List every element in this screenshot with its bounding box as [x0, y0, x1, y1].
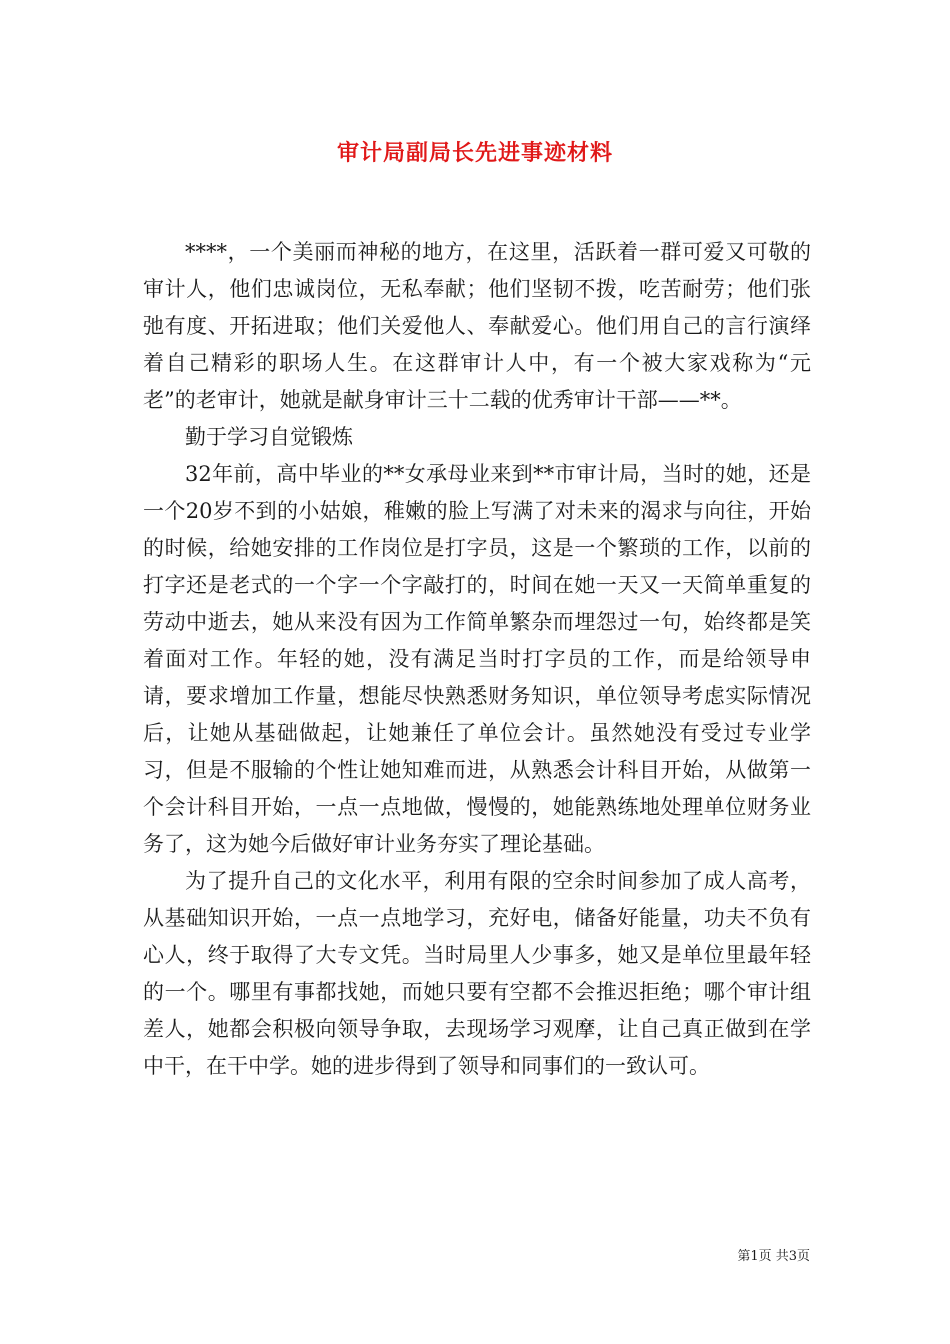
intro-paragraph: ****，一个美丽而神秘的地方，在这里，活跃着一群可爱又可敬的审计人，他们忠诚岗位，无私奉献；他们坚韧不拨，吃苦耐劳；他们张弛有度、开拓进取；他们关爱他人、奉献爱心。他们用自己的言行演绎着自己精彩的职场人生。在这群审计人中，有一个被大家戏称为“元老”的老审计，她就是献身审计三十二载的优秀审计干部——**。: [143, 240, 811, 412]
page-number-footer: 第1页 共3页: [737, 1249, 810, 1264]
body-paragraph: 32年前，高中毕业的**女承母业来到**市审计局，当时的她，还是一个20岁不到的小姑娘，稚嫩的脸上写满了对未来的渴求与向往，开始的时候，给她安排的工作岗位是打字员，这是一个繁琐的工作，以前的打字还是老式的一个字一个字敲打的，时间在她一天又一天简单重复的劳动中逝去，她从来没有因为工作简单繁杂而埋怨过一句，始终都是笑着面对工作。年轻的她，没有满足当时打字员的工作，而是给领导申请，要求增加工作量，想能尽快熟悉财务知识，单位领导考虑实际情况后，让她从基础做起，让她兼任了单位会计。虽然她没有受过专业学习，但是不服输的个性让她知难而进，从熟悉会计科目开始，从做第一个会计科目开始，一点一点地做，慢慢的，她能熟练地处理单位财务业务了，这为她今后做好审计业务夯实了理论基础。: [143, 462, 811, 856]
document-body: [143, 234, 811, 1085]
document-title: 审计局副局长先进事迹材料: [336, 140, 613, 166]
body-paragraph: 为了提升自己的文化水平，利用有限的空余时间参加了成人高考，从基础知识开始，一点一点地学习，充好电，储备好能量，功夫不负有心人，终于取得了大专文凭。当时局里人少事多，她又是单位里最年轻的一个。哪里有事都找她，而她只要有空都不会推迟拒绝；哪个审计组差人，她都会积极向领导争取，去现场学习观摩，让自己真正做到在学中干，在干中学。她的进步得到了领导和同事们的一致认可。: [143, 869, 811, 1078]
section-heading: 勤于学习自觉锻炼: [185, 425, 353, 449]
